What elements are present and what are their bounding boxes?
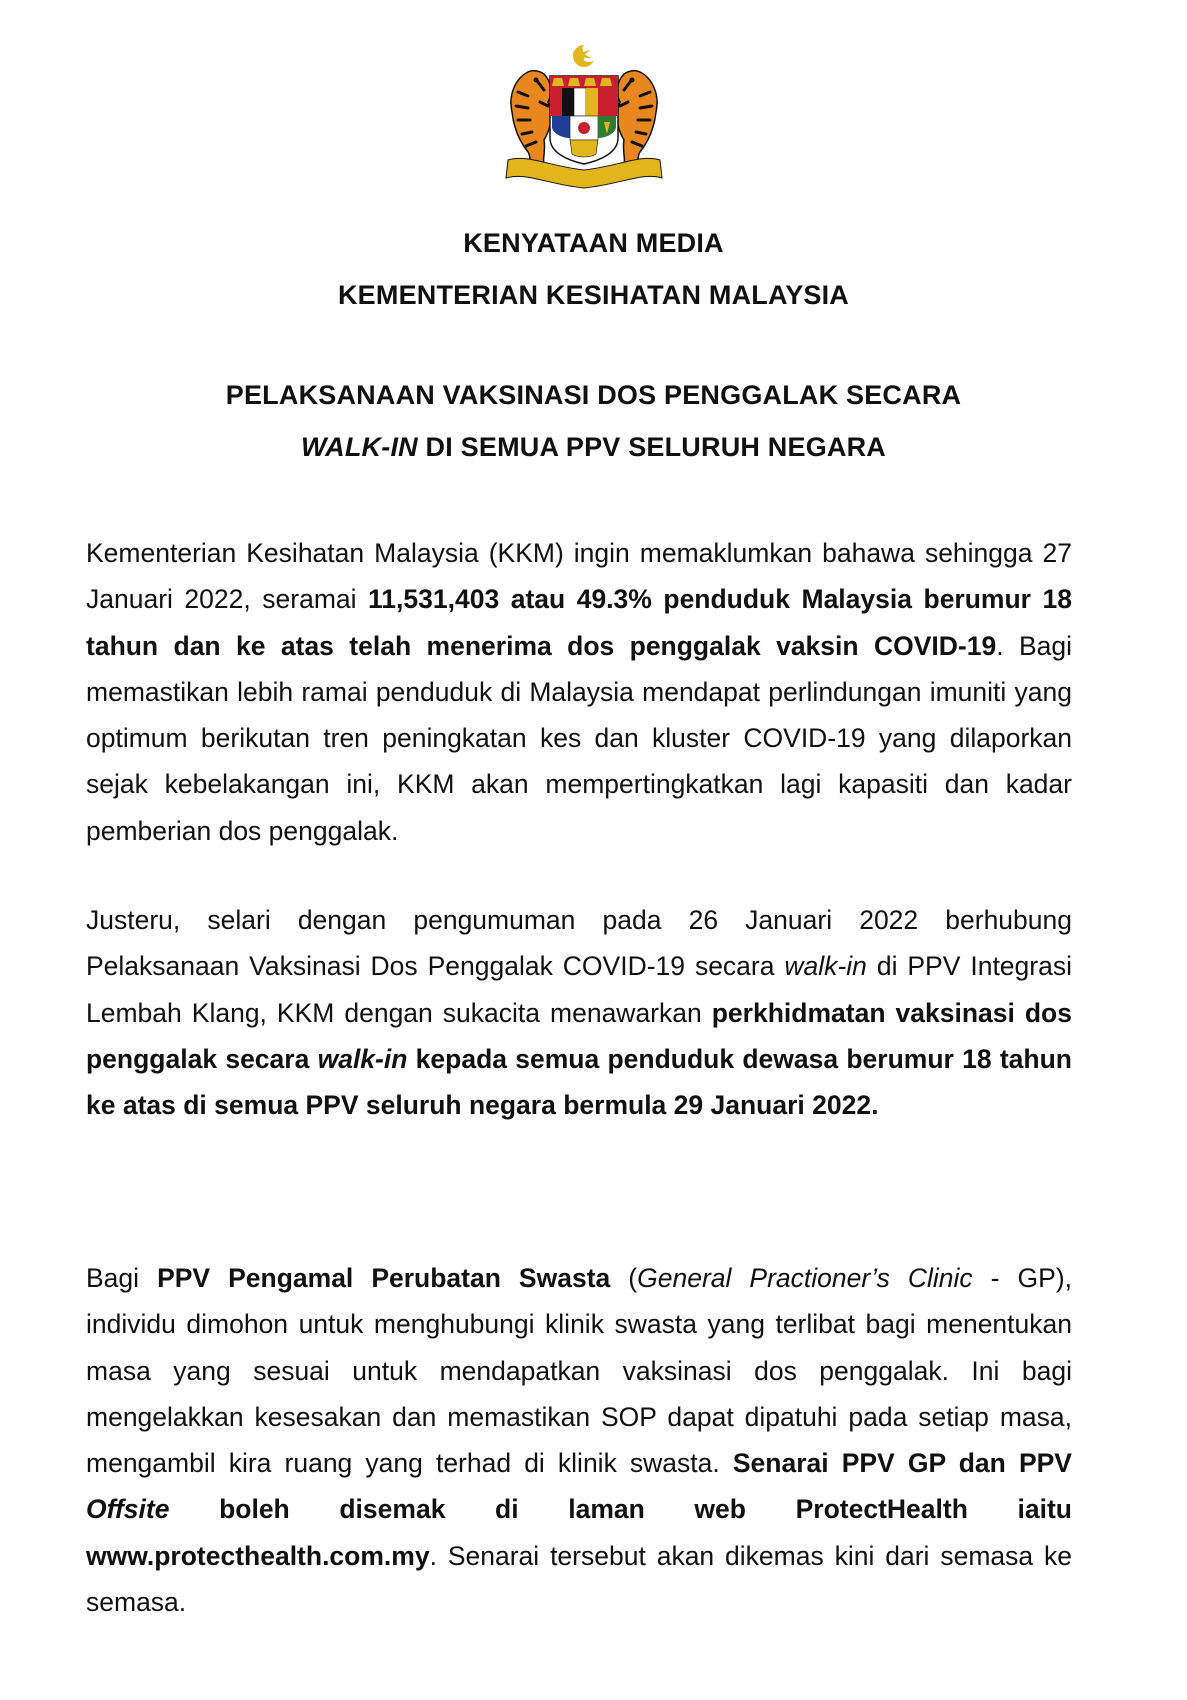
bold-italic-run: walk-in <box>317 1043 408 1074</box>
text-run: Kementerian Kesihatan Malaysia (KKM) ingin memaklumkan bahawa sehingga 27 Januari 2022, seramai <box>86 538 1072 615</box>
text-run: . Senarai tersebut akan dikemas kini dari semasa ke semasa. <box>86 1540 1072 1618</box>
bold-run: kepada semua penduduk dewasa berumur 18 tahun ke atas di semua PPV seluruh negara bermula 29 Januari 2022. <box>86 1043 1072 1121</box>
bold-run-protecthealth-website: boleh disemak di laman web ProtectHealth iaitu www.protecthealth.com.my <box>86 1494 1072 1571</box>
bold-run-coverage-statistic: 11,531,403 atau 49.3% penduduk Malaysia berumur 18 tahun dan ke atas telah menerima dos penggalak vaksin COVID-19 <box>86 584 1072 661</box>
title-walk-in: WALK-IN <box>300 432 418 462</box>
bold-run: perkhidmatan vaksinasi dos penggalak secara <box>86 997 1072 1074</box>
document-title-line-1: PELAKSANAAN VAKSINASI DOS PENGGALAK SECARA <box>225 380 962 410</box>
press-release-heading: KENYATAAN MEDIA <box>463 228 724 258</box>
malaysia-coat-of-arms-icon <box>498 42 670 190</box>
text-run: - GP), individu dimohon untuk menghubungi klinik swasta yang terlibat bagi menentukan masa yang sesuai untuk mendapatkan vaksinasi dos penggalak. Ini bagi mengelakkan kesesakan dan memastikan SOP dapat dipatuhi pada setiap masa, mengambil kira ruang yang terhad di klinik swasta. <box>86 1263 1073 1479</box>
paragraph-gp-clinics <box>86 1255 1072 1625</box>
paragraph-walk-in-announcement <box>86 897 1072 1128</box>
paragraph-booster-coverage <box>86 530 1072 854</box>
document-title-line-2 <box>0 432 1187 463</box>
text-run: ( <box>610 1263 638 1293</box>
bold-run: Senarai PPV GP dan PPV <box>732 1448 1072 1479</box>
italic-run: General Practioner’s Clinic <box>637 1263 973 1293</box>
italic-run: walk-in <box>784 951 867 982</box>
title-line-2-rest: DI SEMUA PPV SELURUH NEGARA <box>417 432 887 462</box>
bold-run: PPV Pengamal Perubatan Swasta <box>157 1263 611 1293</box>
text-run: di PPV Integrasi Lembah Klang, KKM dengan sukacita menawarkan <box>86 951 1072 1028</box>
bold-italic-run: Offsite <box>86 1494 170 1525</box>
text-run: Bagi <box>86 1263 158 1293</box>
ministry-name: KEMENTERIAN KESIHATAN MALAYSIA <box>337 280 850 310</box>
text-run: Justeru, selari dengan pengumuman pada 26 Januari 2022 berhubung Pelaksanaan Vaksinasi Dos Penggalak COVID-19 secara <box>86 905 1072 982</box>
text-run: . Bagi memastikan lebih ramai penduduk di Malaysia mendapat perlindungan imuniti yang optimum berikutan tren peningkatan kes dan kluster COVID-19 yang dilaporkan sejak kebelakangan ini, KKM akan mempertingkatkan lagi kapasiti dan kadar pemberian dos penggalak. <box>86 630 1072 846</box>
